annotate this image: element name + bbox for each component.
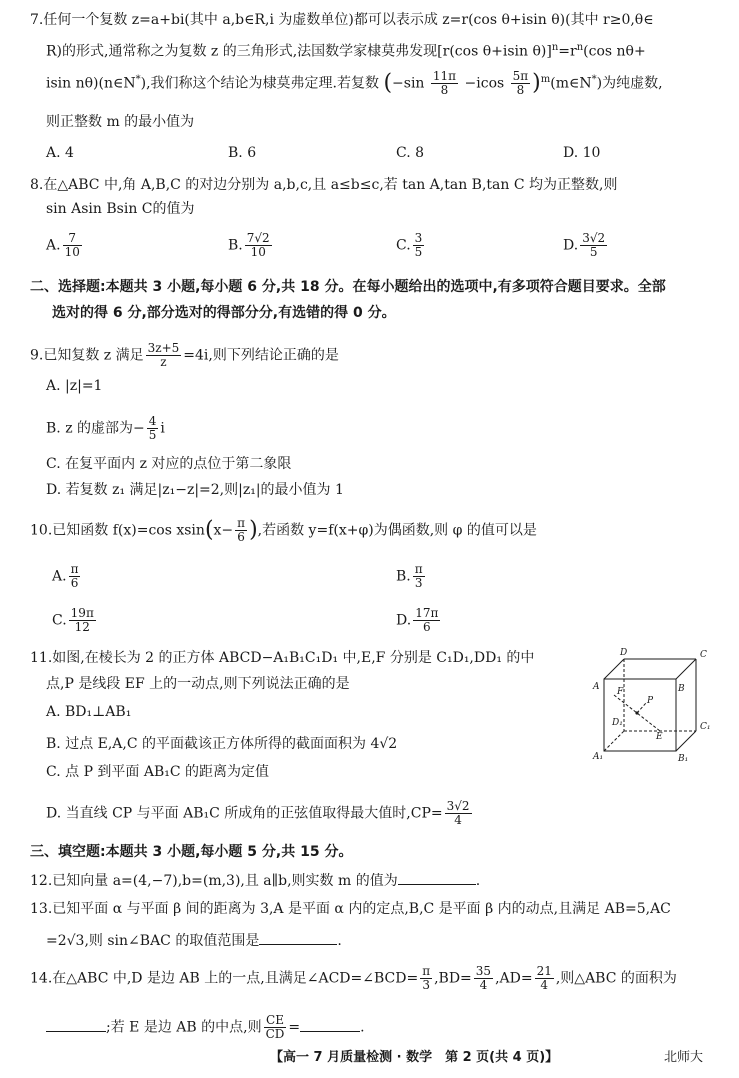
q10-stem: 10.已知函数 f(x)=cos xsin(x− $\frac{\pi}{6}$ ),若函数 y=f(x+φ)为偶函数,则 φ 的值可以是 xyxy=(30,516,537,544)
q11-option-a: A. BD₁⊥AB₁ xyxy=(46,704,132,720)
q14-line2: ;若 E 是边 AB 的中点,则 $\frac{CE}{CD}$ = . xyxy=(46,1014,365,1041)
q7-option-c: C. 8 xyxy=(396,145,425,161)
q9-option-c: C. 在复平面内 z 对应的点位于第二象限 xyxy=(46,456,292,472)
q7-line3: isin nθ)(n∈N*),我们称这个结论为棣莫弗定理.若复数 (−sin $\frac{11\pi}{8}$ −icos $\frac{5\pi}{8}$ )$^m$(m∈N*)为纯虚数, xyxy=(46,69,663,98)
label-C1: C₁ xyxy=(700,722,711,732)
q7-frac1: $\frac{11\pi}{8}$ xyxy=(432,69,457,98)
cube-figure xyxy=(590,645,715,770)
footer-exam-info: 【高一 7 月质量检测 · 数学 第 2 页(共 4 页)】 xyxy=(270,1050,559,1065)
label-A1: A₁ xyxy=(593,752,604,762)
q10-option-a: A. $\frac{\pi}{6}$ xyxy=(52,562,79,590)
q7-option-b: B. 6 xyxy=(228,145,257,161)
q12-answer-blank[interactable] xyxy=(398,870,476,885)
q7-option-d: D. 10 xyxy=(563,145,601,161)
q7-option-a: A. 4 xyxy=(46,145,74,161)
q8-line2: sin Asin Bsin C的值为 xyxy=(46,201,195,217)
q7-line3c: −sin xyxy=(392,75,425,92)
q7-line3e: (m∈N xyxy=(550,75,592,92)
label-B1: B₁ xyxy=(678,754,689,764)
q9-option-a: A. |z|=1 xyxy=(46,378,103,394)
q10-option-d: D. $\frac{17\pi}{6}$ xyxy=(396,606,439,634)
q7-line2b: =r xyxy=(558,43,577,60)
section3-header: 三、填空题:本题共 3 小题,每小题 5 分,共 15 分。 xyxy=(30,844,353,860)
q7-frac2: $\frac{5\pi}{8}$ xyxy=(512,69,529,98)
q11-line2: 点,P 是线段 EF 上的一动点,则下列说法正确的是 xyxy=(46,676,350,692)
q13-line2: =2√3,则 sin∠BAC 的取值范围是 . xyxy=(46,930,342,951)
q8-option-a: A. $\frac{7}{10}$ xyxy=(46,231,80,259)
q7-line3f: )为纯虚数, xyxy=(596,75,663,92)
section2-header-line1: 二、选择题:本题共 3 小题,每小题 6 分,共 18 分。在每小题给出的选项中,有多项符合题目要求。全部 xyxy=(30,279,666,295)
label-B: B xyxy=(678,684,685,694)
label-D1: D₁ xyxy=(612,718,623,728)
q7-line2c: (cos nθ+ xyxy=(583,43,646,60)
label-E: E xyxy=(656,732,663,742)
q14-answer-blank-1[interactable] xyxy=(46,1017,106,1032)
footer-publisher: 北师大 xyxy=(664,1050,704,1065)
q7-line3b: ),我们称这个结论为棣莫弗定理.若复数 xyxy=(140,75,379,92)
q7-line2: R)的形式,通常称之为复数 z 的三角形式,法国数学家棣莫弗发现[r(cos θ+isin $\theta)]^n=r^n(\cos$ nθ+ xyxy=(46,42,646,60)
q8-option-c: C. $\frac{3}{5}$ xyxy=(396,231,423,259)
q14-line1: 14.在△ABC 中,D 是边 AB 上的一点,且满足∠ACD=∠BCD= $\frac{\pi}{3}$ ,BD= $\frac{35}{4}$ ,AD= $\frac{21}{4}$ ,则△ABC 的面积为 xyxy=(30,964,677,992)
q7-line3d: −icos xyxy=(464,75,505,92)
q13-answer-blank[interactable] xyxy=(259,930,337,945)
q10-option-b: B. $\frac{\pi}{3}$ xyxy=(396,562,423,590)
q8-option-d: D. $\frac{3√2}{5}$ xyxy=(563,231,606,259)
q9-option-d: D. 若复数 z₁ 满足|z₁−z|=2,则|z₁|的最小值为 1 xyxy=(46,482,344,498)
label-A: A xyxy=(593,682,600,692)
q11-option-c: C. 点 P 到平面 AB₁C 的距离为定值 xyxy=(46,764,270,780)
page-footer xyxy=(0,1046,739,1068)
q10-option-c: C. $\frac{19\pi}{12}$ xyxy=(52,606,94,634)
section2-header-line2: 选对的得 6 分,部分选对的得部分分,有选错的得 0 分。 xyxy=(52,305,396,321)
q12-line: 12.已知向量 a=(4,−7),b=(m,3),且 a∥b,则实数 m 的值为 . xyxy=(30,870,480,891)
q7-line1: 7.任何一个复数 z=a+bi(其中 a,b∈R,i 为虚数单位)都可以表示成 z=r(cos θ+isin θ)(其中 r≥0,θ∈ xyxy=(30,12,654,28)
q13-line1: 13.已知平面 α 与平面 β 间的距离为 3,A 是平面 α 内的定点,B,C 是平面 β 内的动点,且满足 AB=5,AC xyxy=(30,901,671,917)
q7-line2a: R)的形式,通常称之为复数 z 的三角形式,法国数学家棣莫弗发现[r(cos θ+isin θ)] xyxy=(46,43,552,60)
q8-option-b: B. $\frac{7√2}{10}$ xyxy=(228,231,270,259)
q9-frac: $\frac{3z+5}{z}$ xyxy=(147,341,180,369)
q11-option-d: D. 当直线 CP 与平面 AB₁C 所成角的正弦值取得最大值时,CP= $\frac{3√2}{4}$ xyxy=(46,799,470,827)
label-P: P xyxy=(647,696,654,706)
q8-line1: 8.在△ABC 中,角 A,B,C 的对边分别为 a,b,c,且 a≤b≤c,若 tan A,tan B,tan C 均为正整数,则 xyxy=(30,177,618,193)
label-C: C xyxy=(700,650,707,660)
q7-line4: 则正整数 m 的最小值为 xyxy=(46,114,195,130)
q7-line3a: isin nθ)(n∈N xyxy=(46,75,136,92)
q9-stem: 9.已知复数 z 满足 $\frac{3z+5}{z}$ =4i,则下列结论正确的是 xyxy=(30,341,339,369)
q9-option-b: B. z 的虚部为− $\frac{4}{5}$ i xyxy=(46,414,165,442)
q11-option-b: B. 过点 E,A,C 的平面截该正方体所得的截面面积为 4√2 xyxy=(46,736,398,752)
q11-line1: 11.如图,在棱长为 2 的正方体 ABCD−A₁B₁C₁D₁ 中,E,F 分别是 C₁D₁,DD₁ 的中 xyxy=(30,650,535,666)
label-D: D xyxy=(620,648,628,658)
q14-answer-blank-2[interactable] xyxy=(300,1017,360,1032)
label-F: F xyxy=(617,687,624,697)
